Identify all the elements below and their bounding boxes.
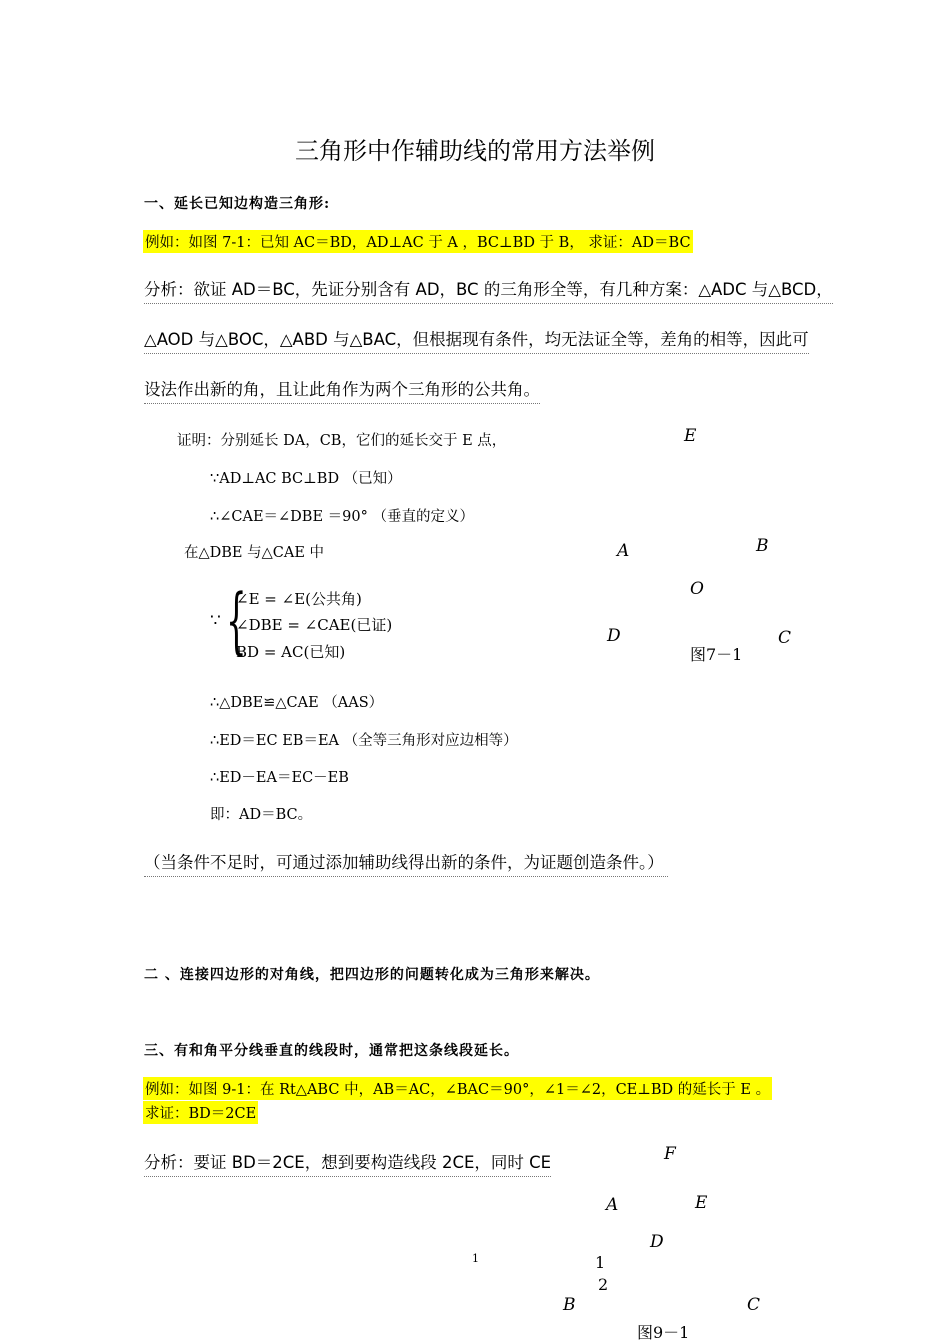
analysis-line-1: 分析：欲证 AD＝BC，先证分别含有 AD，BC 的三角形全等，有几种方案：△ADC 与△BCD， xyxy=(144,276,833,304)
figure-label-o: O xyxy=(690,579,704,599)
example-statement-3-line-1: 例如：如图 9-1：在 Rt△ABC 中，AB＝AC，∠BAC＝90°，∠1＝∠2，CE⊥BD 的延长于 E 。 xyxy=(143,1077,772,1100)
figure-label-d: D xyxy=(650,1232,664,1252)
figure-label-c: C xyxy=(747,1295,761,1315)
figure-label-e: E xyxy=(695,1193,708,1213)
figure-caption-7-1: 图7－1 xyxy=(690,645,743,664)
system-line-1: ∠E = ∠E(公共角) xyxy=(236,590,362,608)
system-line-3: BD = AC(已知) xyxy=(236,643,346,661)
system-line-2: ∠DBE = ∠CAE(已证) xyxy=(236,616,393,634)
proof-line-3: ∴∠CAE＝∠DBE ＝90° （垂直的定义） xyxy=(210,509,474,525)
proof-line-5: ∴△DBE≌△CAE （AAS） xyxy=(210,695,384,711)
figure-label-d: D xyxy=(607,626,621,646)
proof-line-2: ∵AD⊥AC BC⊥BD （已知） xyxy=(210,471,402,487)
example-statement-3-line-2: 求证：BD＝2CE xyxy=(143,1101,258,1124)
angle-label-1: 1 xyxy=(595,1253,606,1272)
figure-label-a: A xyxy=(617,541,630,561)
example-statement-1: 例如：如图 7-1：已知 AC＝BD，AD⊥AC 于 A ，BC⊥BD 于 B， 求证：AD＝BC xyxy=(143,230,693,253)
because-symbol: ∵ xyxy=(210,611,221,631)
proof-line-1: 证明：分别延长 DA，CB，它们的延长交于 E 点， xyxy=(177,433,507,449)
figure-label-a: A xyxy=(606,1195,619,1215)
figure-label-f: F xyxy=(664,1144,676,1164)
proof-line-8: 即：AD＝BC。 xyxy=(210,807,313,823)
analysis-line-2: △AOD 与△BOC，△ABD 与△BAC，但根据现有条件，均无法证全等，差角的相等，因此可 xyxy=(144,326,809,354)
angle-label-2: 2 xyxy=(598,1275,609,1294)
condition-note: （当条件不足时，可通过添加辅助线得出新的条件，为证题创造条件。） xyxy=(144,849,668,877)
page-title: 三角形中作辅助线的常用方法举例 xyxy=(295,137,655,165)
section-heading-3: 三、有和角平分线垂直的线段时，通常把这条线段延长。 xyxy=(144,1043,519,1059)
proof-line-7: ∴ED－EA＝EC－EB xyxy=(210,770,349,786)
figure-caption-9-1: 图9－1 xyxy=(637,1323,690,1342)
figure-label-e: E xyxy=(684,426,697,446)
section-heading-2: 二 、连接四边形的对角线，把四边形的问题转化成为三角形来解决。 xyxy=(144,967,600,983)
figure-label-b: B xyxy=(756,536,769,556)
proof-line-4: 在△DBE 与△CAE 中 xyxy=(184,545,325,561)
section-heading-1: 一、延长已知边构造三角形: xyxy=(144,196,331,212)
analysis-line-3: 设法作出新的角，且让此角作为两个三角形的公共角。 xyxy=(144,376,540,404)
figure-label-b: B xyxy=(563,1295,576,1315)
proof-line-6: ∴ED＝EC EB＝EA （全等三角形对应边相等） xyxy=(210,733,518,749)
left-brace: { xyxy=(226,578,247,662)
page-number: 1 xyxy=(472,1252,479,1265)
figure-label-c: C xyxy=(778,628,792,648)
analysis-section-3: 分析：要证 BD＝2CE，想到要构造线段 2CE，同时 CE xyxy=(144,1149,551,1177)
